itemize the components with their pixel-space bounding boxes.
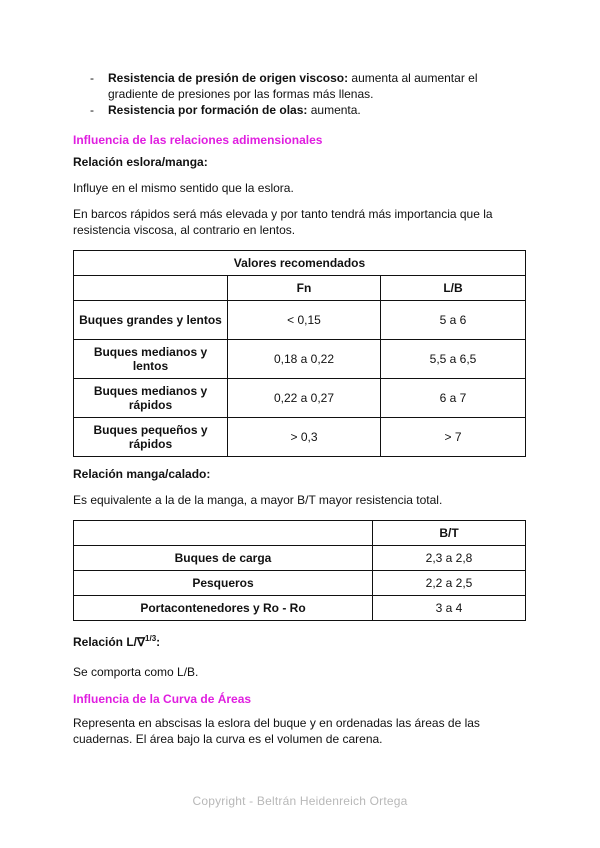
bullet-text: aumenta. <box>307 103 361 117</box>
bullet-dash: - <box>90 71 94 85</box>
table-cell-fn: 0,18 a 0,22 <box>228 340 381 379</box>
table-valores-recomendados <box>73 250 526 457</box>
table-header-empty <box>74 276 228 301</box>
copyright-footer: Copyright - Beltrán Heidenreich Ortega <box>192 794 408 808</box>
table-row-label: Buques medianos y rápidos <box>74 379 228 418</box>
subtitle-l-volumen-exponent: 1/3 <box>145 634 157 643</box>
bullet-text: aumenta al aumentar el gradiente de presiones por las formas más llenas. <box>108 71 478 101</box>
table-row-label: Buques medianos y lentos <box>74 340 228 379</box>
table-cell-bt: 2,2 a 2,5 <box>373 571 526 596</box>
table-caption: Valores recomendados <box>74 251 526 276</box>
table-cell-lb: 5,5 a 6,5 <box>381 340 526 379</box>
list-item <box>90 70 510 102</box>
table-cell-lb: > 7 <box>381 418 526 457</box>
table-cell-lb: 6 a 7 <box>381 379 526 418</box>
table-header-fn: Fn <box>228 276 381 301</box>
list-item <box>90 102 510 118</box>
table-cell-bt: 3 a 4 <box>373 596 526 621</box>
subtitle-l-volumen-main: Relación L/∇ <box>73 635 146 649</box>
table-header-row <box>74 276 526 301</box>
paragraph-l-volumen: Se comporta como L/B. <box>73 665 199 679</box>
table-row <box>74 301 526 340</box>
table-header-lb: L/B <box>381 276 526 301</box>
table-cell-lb: 5 a 6 <box>381 301 526 340</box>
table-row-label: Buques de carga <box>74 546 373 571</box>
subtitle-l-volumen <box>73 634 160 649</box>
table-row-label: Buques pequeños y rápidos <box>74 418 228 457</box>
table-caption-row <box>74 251 526 276</box>
table-header-empty <box>74 521 373 546</box>
subtitle-l-volumen-colon: : <box>156 635 161 649</box>
subtitle-manga-calado: Relación manga/calado: <box>73 467 211 481</box>
table-cell-fn: 0,22 a 0,27 <box>228 379 381 418</box>
bullet-bold-text: Resistencia por formación de olas: <box>108 103 308 117</box>
table-row <box>74 379 526 418</box>
bullet-list <box>90 70 510 118</box>
paragraph-eslora-1: Influye en el mismo sentido que la eslora. <box>73 181 294 195</box>
table-row <box>74 546 526 571</box>
subtitle-eslora-manga: Relación eslora/manga: <box>73 155 208 169</box>
table-row-label: Buques grandes y lentos <box>74 301 228 340</box>
table-header-row <box>74 521 526 546</box>
table-cell-fn: < 0,15 <box>228 301 381 340</box>
table-header-bt: B/T <box>373 521 526 546</box>
table-row-label: Portacontenedores y Ro - Ro <box>74 596 373 621</box>
table-row <box>74 596 526 621</box>
paragraph-curva-areas: Representa en abscisas la eslora del buque y en ordenadas las áreas de las cuadernas. El área bajo la curva es el volumen de carena. <box>73 716 480 746</box>
bullet-bold-text: Resistencia de presión de origen viscoso: <box>108 71 349 85</box>
section-title-adimensionales: Influencia de las relaciones adimensionales <box>73 133 323 147</box>
table-row <box>74 571 526 596</box>
table-row <box>74 418 526 457</box>
table-row <box>74 340 526 379</box>
paragraph-manga-calado: Es equivalente a la de la manga, a mayor B/T mayor resistencia total. <box>73 493 443 507</box>
table-row-label: Pesqueros <box>74 571 373 596</box>
table-manga-calado <box>73 520 526 621</box>
section-title-curva-areas: Influencia de la Curva de Áreas <box>73 692 252 706</box>
bullet-dash: - <box>90 103 94 117</box>
table-cell-fn: > 0,3 <box>228 418 381 457</box>
paragraph-eslora-2: En barcos rápidos será más elevada y por tanto tendrá más importancia que la resistencia viscosa, al contrario en lentos. <box>73 207 493 237</box>
table-cell-bt: 2,3 a 2,8 <box>373 546 526 571</box>
